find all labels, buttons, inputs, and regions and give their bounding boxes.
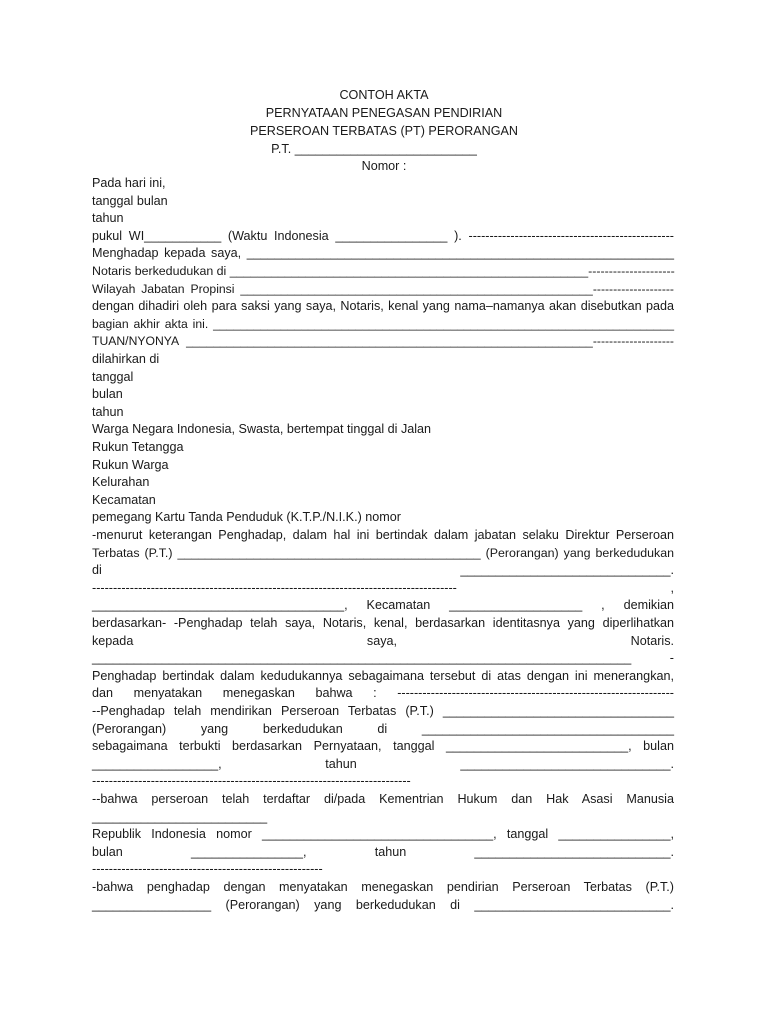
company-name-line: P.T. __________________________ [271,142,477,156]
document-title: CONTOH AKTA [339,88,429,102]
text-line: tahun [92,404,124,419]
text-line: tahun [92,211,124,226]
text-line: -bahwa penghadap dengan menyatakan menegaskan pendirian Perseroan Terbatas (P.T.) [92,880,674,894]
text-line: Penghadap bertindak dalam kedudukannya sebagaimana tersebut di atas dengan ini menerangkan, [92,668,674,683]
text-line: _________________ (Perorangan) yang berkedudukan di ____________________________. [92,897,674,912]
text-line: tanggal [92,369,134,384]
text-line: Rukun Tetangga [92,440,184,454]
text-line: Wilayah Jabatan Propinsi ____________________________________________________-------------------- [92,281,674,296]
document-subtitle: PERSEROAN TERBATAS (PT) PERORANGAN [249,124,518,138]
text-line: pukul WI___________ (Waktu Indonesia ________________ ). ------------------------------------------------- [92,228,674,243]
text-line: Rukun Warga [92,457,169,472]
text-line: kepada saya, Notaris. [92,633,674,648]
text-line: bulan [92,387,123,402]
text-line: dilahirkan di [92,352,160,366]
text-line: ---------------------------------------------------------------------------- [92,774,411,789]
deed-number: Nomor : [361,159,407,173]
text-line: -menurut keterangan Penghadap, dalam hal ini bertindak dalam jabatan selaku Direktur Perseroan [92,528,674,542]
text-line: Pada hari ini, [92,176,166,190]
text-line: (Perorangan) yang berkedudukan di ____________________________________ [92,721,674,736]
text-line: _____________________________________________________________________________ - [92,651,674,666]
text-line: Terbatas (P.T.) ____________________________________________ (Perorangan) yang berkedudukan [92,545,674,560]
document-subtitle: PERNYATAAN PENEGASAN PENDIRIAN [265,106,503,120]
text-line: pemegang Kartu Tanda Penduduk (K.T.P./N.I.K.) nomor [92,510,401,525]
text-line: --Penghadap telah mendirikan Perseroan Terbatas (P.T.) _________________________________ [92,704,674,718]
text-line: Republik Indonesia nomor _________________________________, tanggal ________________, [92,827,674,842]
text-line: Warga Negara Indonesia, Swasta, bertempat tinggal di Jalan [92,422,432,437]
text-line: ____________________________________, Kecamatan ___________________ , demikian [92,598,674,613]
text-line: _________________________ [92,809,268,824]
text-line: di ______________________________. [92,563,674,578]
text-line: ------------------------------------------------------- [92,862,323,877]
text-line: Kecamatan [92,492,156,507]
text-line: dengan dihadiri oleh para saksi yang saya, Notaris, kenal yang nama–namanya akan disebutkan pada [92,299,674,314]
text-line: __________________, tahun ______________________________. [92,756,674,771]
text-line: --bahwa perseroan telah terdaftar di/pada Kementrian Hukum dan Hak Asasi Manusia [92,792,674,806]
text-line: --------------------------------------------------------------------------------------- , [92,580,674,595]
text-line: Kelurahan [92,475,150,490]
text-line: berdasarkan- -Penghadap telah saya, Notaris, kenal, berdasarkan identitasnya yang diperlihatkan [92,616,674,630]
text-line: tanggal bulan [92,193,168,208]
text-line: bagian akhir akta ini. ____________________________________________________________________ [92,316,674,331]
text-line: bulan ________________, tahun ____________________________. [92,844,674,859]
text-line: dan menyatakan menegaskan bahwa : ------------------------------------------------------------------ [92,686,674,701]
text-line: Notaris berkedudukan di ____________________________________________________--------------------- [92,264,675,278]
text-line: Menghadap kepada saya, _____________________________________________________________ [92,246,674,261]
text-line: TUAN/NYONYA ____________________________________________________________-------------------- [92,334,674,349]
text-line: sebagaimana terbukti berdasarkan Pernyataan, tanggal __________________________, bulan [92,739,674,754]
